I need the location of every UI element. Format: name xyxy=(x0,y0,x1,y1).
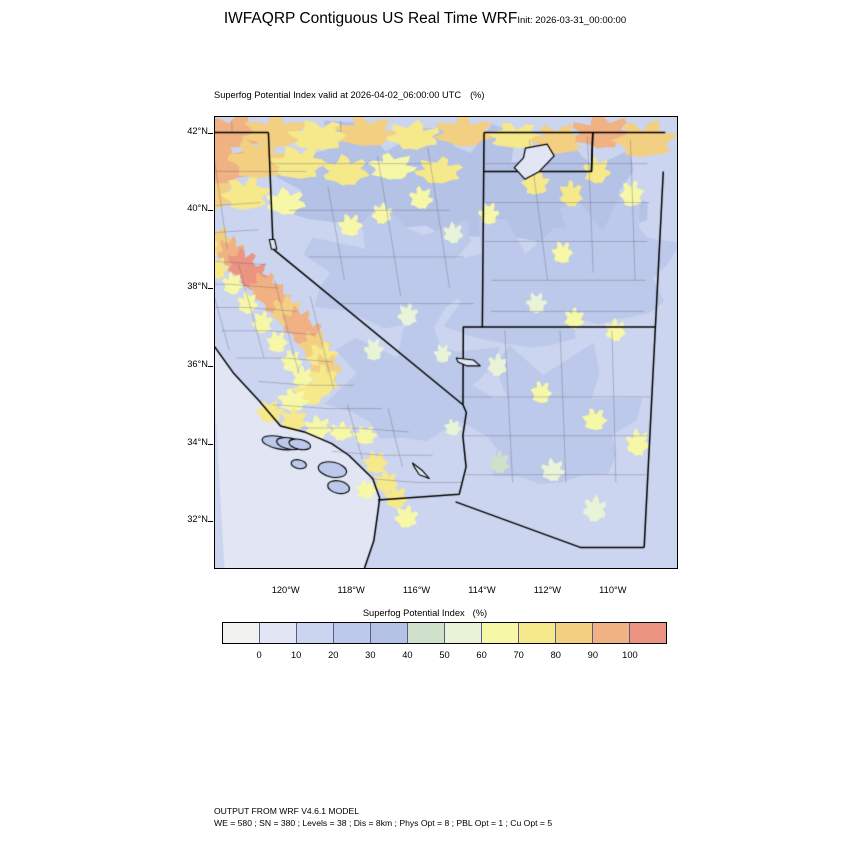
plot-subtitle-units: (%) xyxy=(470,90,485,100)
colorbar-swatch[interactable] xyxy=(371,623,408,643)
colorbar-swatch[interactable] xyxy=(334,623,371,643)
colorbar-swatch[interactable] xyxy=(519,623,556,643)
lon-tick-label: 110°W xyxy=(599,585,627,595)
lat-tick-label: 42°N xyxy=(187,126,208,136)
colorbar-swatch[interactable] xyxy=(482,623,519,643)
lon-tick-label: 116°W xyxy=(402,585,431,595)
colorbar-swatch[interactable] xyxy=(297,623,334,643)
colorbar-tick-label: 10 xyxy=(290,650,302,660)
colorbar-tick-label: 0 xyxy=(256,650,262,660)
lon-tick-label: 118°W xyxy=(337,585,365,595)
colorbar-tick-label: 60 xyxy=(476,650,487,660)
colorbar-swatch[interactable] xyxy=(408,623,445,643)
colorbar-tick-label: 50 xyxy=(439,650,450,660)
colorbar-tick-label: 90 xyxy=(587,650,598,660)
map-panel[interactable] xyxy=(214,116,678,569)
footer-text xyxy=(214,806,552,829)
map-field-canvas xyxy=(215,117,677,568)
plot-subtitle-text: Superfog Potential Index valid at 2026-04-02_06:00:00 UTC xyxy=(214,90,462,100)
lat-tick-label: 36°N xyxy=(187,359,208,369)
colorbar-tick-labels xyxy=(222,650,667,664)
plot-subtitle xyxy=(214,90,485,100)
lat-tick-mark xyxy=(208,366,213,367)
colorbar-swatch[interactable] xyxy=(593,623,630,643)
colorbar-units: (%) xyxy=(472,608,488,618)
lat-tick-mark xyxy=(208,133,213,134)
init-time-label: Init: 2026-03-31_00:00:00 xyxy=(517,15,627,26)
lat-tick-label: 32°N xyxy=(187,514,208,524)
colorbar-tick-label: 20 xyxy=(328,650,339,660)
lon-tick-label: 112°W xyxy=(533,585,562,595)
colorbar-tick-label: 100 xyxy=(622,650,638,660)
lat-tick-mark xyxy=(208,521,213,522)
page-title xyxy=(0,10,850,28)
lon-tick-label: 114°W xyxy=(468,585,496,595)
lat-tick-label: 38°N xyxy=(187,281,208,291)
colorbar-swatch[interactable] xyxy=(445,623,482,643)
colorbar-tick-label: 40 xyxy=(402,650,413,660)
colorbar-title-text: Superfog Potential Index xyxy=(362,608,465,618)
footer-line-1: OUTPUT FROM WRF V4.6.1 MODEL xyxy=(214,806,359,816)
latitude-axis xyxy=(150,116,208,569)
longitude-axis xyxy=(214,583,678,599)
footer-line-2: WE = 580 ; SN = 380 ; Levels = 38 ; Dis = 8km ; Phys Opt = 8 ; PBL Opt = 1 ; Cu Opt = 5 xyxy=(214,817,553,828)
colorbar-tick-label: 80 xyxy=(550,650,561,660)
colorbar-swatch[interactable] xyxy=(556,623,593,643)
colorbar-tick-label: 70 xyxy=(513,650,524,660)
colorbar-swatch[interactable] xyxy=(630,623,666,643)
colorbar-title xyxy=(0,608,850,618)
colorbar-swatch[interactable] xyxy=(260,623,297,643)
colorbar[interactable] xyxy=(222,622,667,644)
model-title: IWFAQRP Contiguous US Real Time WRF xyxy=(223,10,518,27)
lat-tick-label: 40°N xyxy=(187,203,208,213)
lon-tick-label: 120°W xyxy=(271,585,300,595)
lat-tick-label: 34°N xyxy=(187,437,208,447)
colorbar-tick-label: 30 xyxy=(365,650,376,660)
colorbar-swatch[interactable] xyxy=(223,623,260,643)
lat-tick-mark xyxy=(208,288,213,289)
lat-tick-mark xyxy=(208,210,213,211)
lat-tick-mark xyxy=(208,444,213,445)
